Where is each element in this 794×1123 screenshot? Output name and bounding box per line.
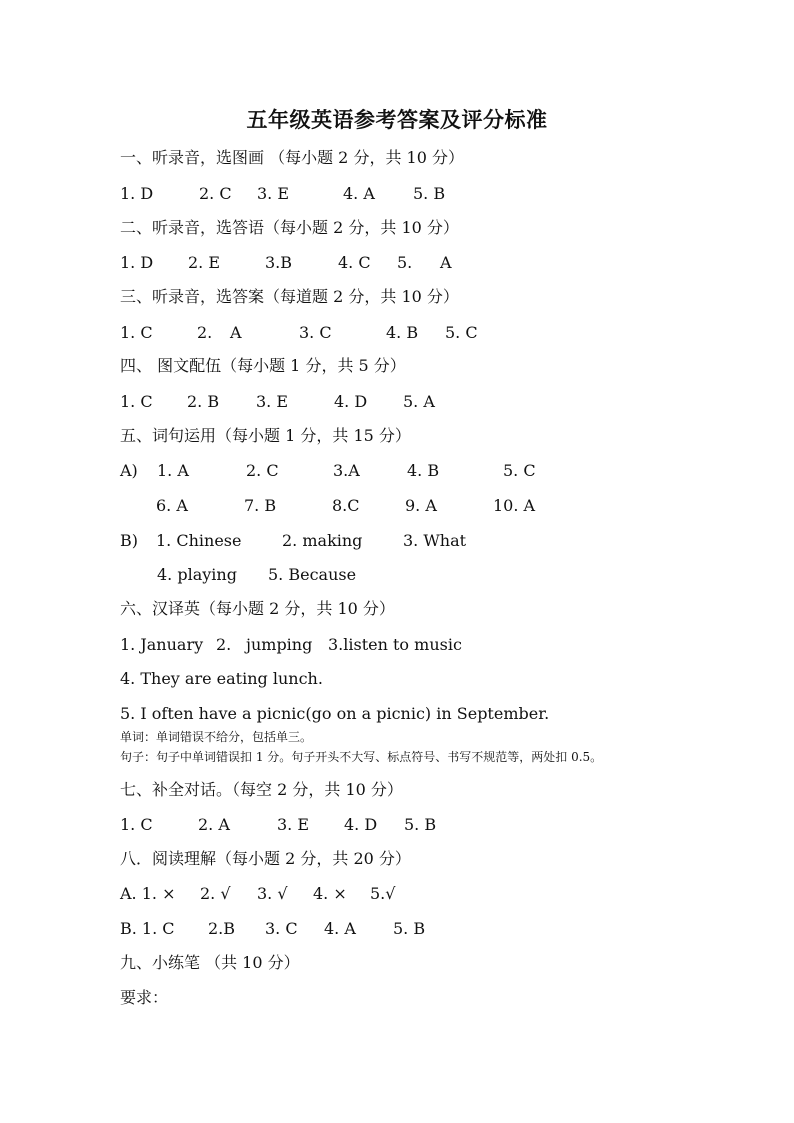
- section-6-heading: 六、汉译英（每小题 2 分，共 10 分）: [120, 599, 395, 618]
- section-9-requirement: 要求：: [120, 988, 169, 1007]
- answer: 2. making: [282, 531, 363, 550]
- section-7-heading: 七、补全对话。（每空 2 分，共 10 分）: [120, 780, 403, 799]
- answer: 6. A: [156, 496, 188, 515]
- answer: 5. C: [445, 323, 478, 342]
- section-3-heading: 三、听录音，选答案（每道题 2 分，共 10 分）: [120, 287, 459, 306]
- answer: 4. ×: [313, 884, 347, 903]
- section-1-heading: 一、听录音，选图画 （每小题 2 分，共 10 分）: [120, 148, 464, 167]
- answer: 5.: [397, 253, 413, 272]
- answer: 2.B: [208, 919, 236, 938]
- page-title: 五年级英语参考答案及评分标准: [246, 107, 548, 132]
- section-6-answer-4: 4. They are eating lunch.: [120, 669, 323, 688]
- answer: 2.: [197, 323, 213, 342]
- answer: 4. A: [324, 919, 356, 938]
- answer: 3. E: [277, 815, 310, 834]
- answer: 4. B: [386, 323, 419, 342]
- answer: 2. C: [199, 184, 232, 203]
- answer: A: [440, 253, 452, 272]
- answer: jumping: [246, 635, 313, 654]
- answer: 2. √: [200, 884, 231, 903]
- answer: 3. C: [299, 323, 332, 342]
- answer: 4. playing: [157, 565, 237, 584]
- answer: 1. January: [120, 635, 204, 654]
- section-5-heading: 五、词句运用（每小题 1 分，共 15 分）: [120, 426, 411, 445]
- answer: 10. A: [493, 496, 536, 515]
- answer: 5.√: [370, 884, 396, 903]
- answer: 3. √: [257, 884, 288, 903]
- answer: 5. B: [413, 184, 446, 203]
- answer: 3. E: [257, 184, 290, 203]
- answer: 2.: [216, 635, 232, 654]
- answer: 2. E: [188, 253, 221, 272]
- section-4-heading: 四、 图文配伍（每小题 1 分，共 5 分）: [120, 356, 406, 375]
- answer: A. 1. ×: [120, 884, 176, 903]
- answer: 3. C: [265, 919, 298, 938]
- answer: 8.C: [332, 496, 360, 515]
- answer: 9. A: [405, 496, 437, 515]
- answer: 4. D: [334, 392, 368, 411]
- answer: 2. C: [246, 461, 279, 480]
- answer: 4. C: [338, 253, 371, 272]
- grading-note-words: 单词：单词错误不给分，包括单三。: [120, 730, 313, 744]
- answer: 4. D: [344, 815, 378, 834]
- answer: 3.B: [265, 253, 293, 272]
- part-b-label: B): [120, 531, 138, 550]
- answer: 1. Chinese: [156, 531, 242, 550]
- part-a-label: A): [120, 461, 138, 480]
- answer: 4. A: [343, 184, 375, 203]
- answer: 5. B: [393, 919, 426, 938]
- section-6-answer-5: 5. I often have a picnic(go on a picnic) in September.: [120, 704, 550, 723]
- answer: 3.A: [333, 461, 360, 480]
- answer: 5. B: [404, 815, 437, 834]
- answer: 1. D: [120, 184, 154, 203]
- section-2-heading: 二、听录音，选答语（每小题 2 分，共 10 分）: [120, 218, 459, 237]
- answer: 2. A: [198, 815, 230, 834]
- answer: 1. C: [120, 323, 153, 342]
- answer: 3. E: [256, 392, 289, 411]
- answer: 3.listen to music: [328, 635, 462, 654]
- grading-note-sentences: 句子：句子中单词错误扣 1 分。句子开头不大写、标点符号、书写不规范等，两处扣 0.5。: [120, 750, 603, 764]
- section-9-heading: 九、小练笔 （共 10 分）: [120, 953, 300, 972]
- answer: 1. C: [120, 815, 153, 834]
- answer: 2. B: [187, 392, 220, 411]
- answer: 4. B: [407, 461, 440, 480]
- answer: B. 1. C: [120, 919, 175, 938]
- answer: 1. C: [120, 392, 153, 411]
- answer: 1. D: [120, 253, 154, 272]
- answer: 3. What: [403, 531, 467, 550]
- answer: 1. A: [157, 461, 189, 480]
- section-8-heading: 八．阅读理解（每小题 2 分，共 20 分）: [120, 849, 411, 868]
- answer: 5. Because: [268, 565, 357, 584]
- answer: 5. A: [403, 392, 435, 411]
- answer: 5. C: [503, 461, 536, 480]
- answer: 7. B: [244, 496, 277, 515]
- answer: A: [230, 323, 242, 342]
